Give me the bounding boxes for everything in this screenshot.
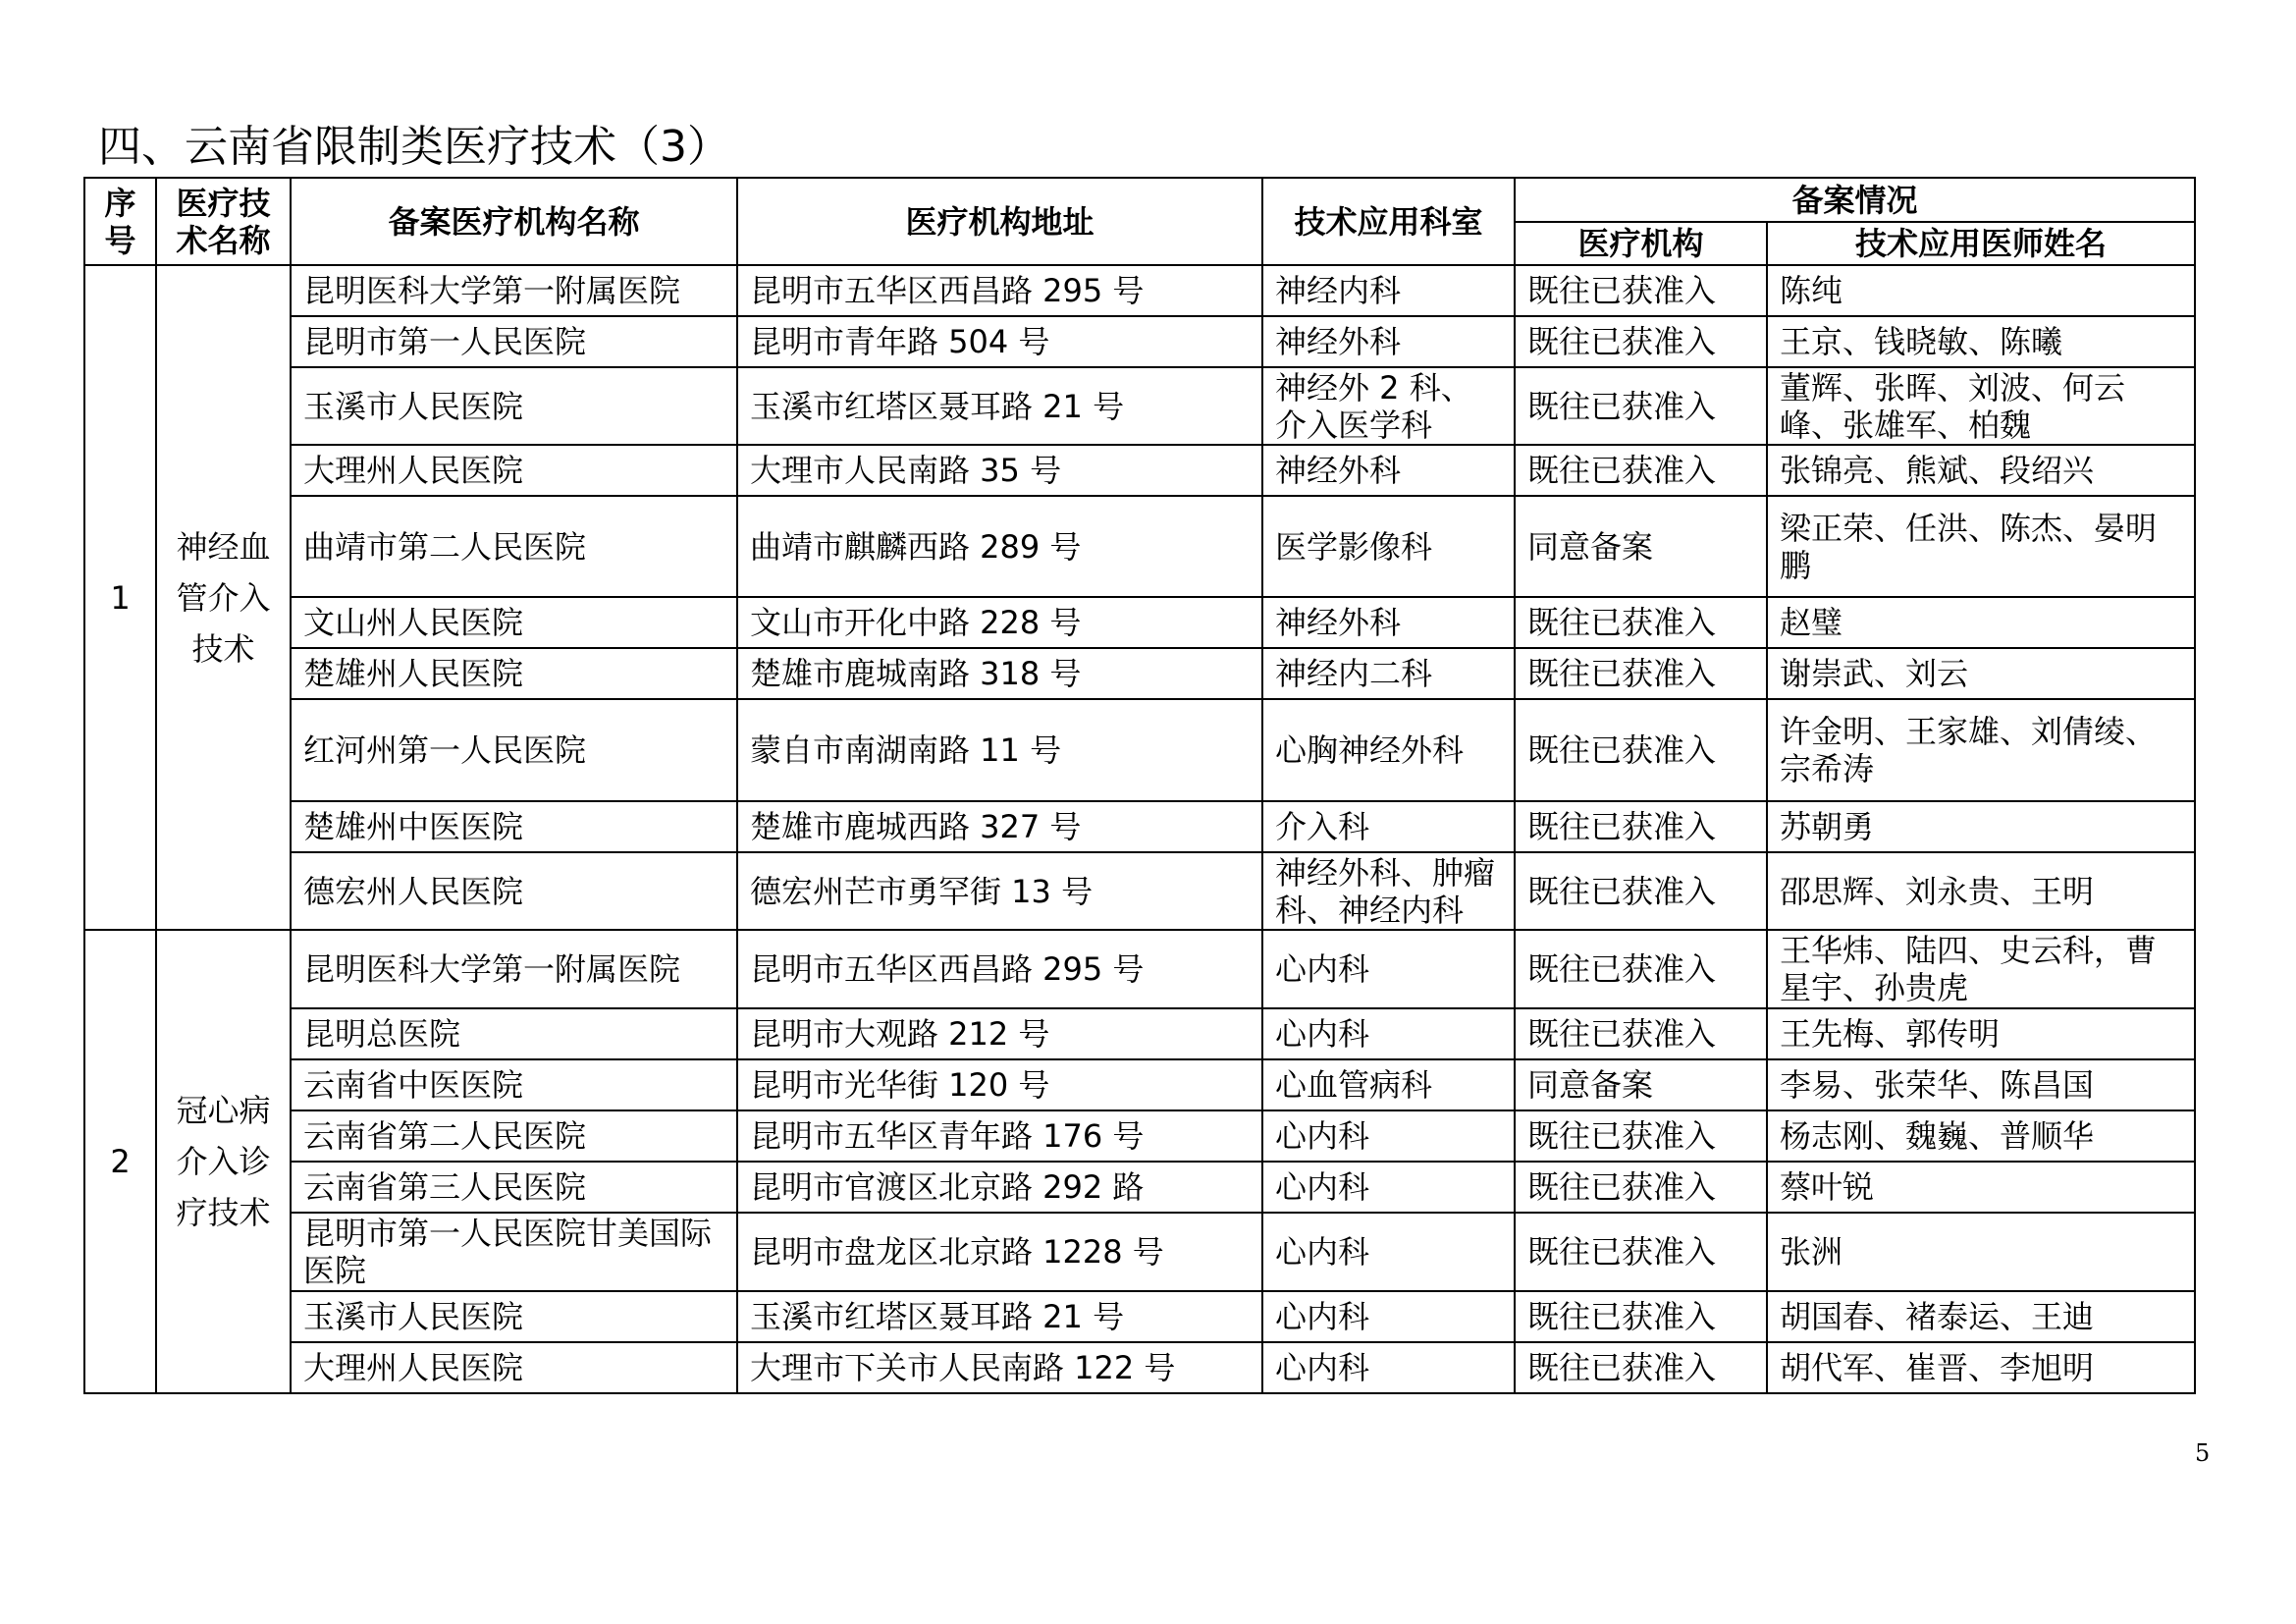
address-cell: 德宏州芒市勇罕街 13 号 [737,852,1262,930]
institution-cell: 楚雄州人民医院 [291,648,737,699]
department-cell: 心内科 [1262,1008,1515,1059]
institution-cell: 昆明医科大学第一附属医院 [291,265,737,316]
address-cell: 楚雄市鹿城南路 318 号 [737,648,1262,699]
filing-status-cell: 既往已获准入 [1515,1110,1767,1162]
table-row [84,316,2195,367]
institution-cell: 楚雄州中医医院 [291,801,737,852]
page-title: 四、云南省限制类医疗技术（3） [98,122,730,172]
department-cell: 心内科 [1262,1110,1515,1162]
address-cell: 玉溪市红塔区聂耳路 21 号 [737,1291,1262,1342]
filing-status-cell: 同意备案 [1515,1059,1767,1110]
table-row [84,1059,2195,1110]
filing-status-cell: 既往已获准入 [1515,801,1767,852]
department-cell: 神经外科 [1262,316,1515,367]
seq-cell: 2 [84,930,156,1393]
page-number: 5 [2195,1439,2211,1467]
department-cell: 神经外 2 科、介入医学科 [1262,367,1515,445]
filing-status-cell: 既往已获准入 [1515,852,1767,930]
doctors-cell: 赵璧 [1767,597,2195,648]
doctors-cell: 杨志刚、魏巍、普顺华 [1767,1110,2195,1162]
department-cell: 心血管病科 [1262,1059,1515,1110]
department-cell: 神经外科、肿瘤科、神经内科 [1262,852,1515,930]
table-row [84,1162,2195,1213]
institution-cell: 昆明市第一人民医院甘美国际医院 [291,1213,737,1291]
department-cell: 心内科 [1262,1291,1515,1342]
department-cell: 心胸神经外科 [1262,699,1515,801]
filing-status-cell: 既往已获准入 [1515,648,1767,699]
filing-status-cell: 既往已获准入 [1515,265,1767,316]
institution-cell: 云南省中医医院 [291,1059,737,1110]
doctors-cell: 蔡叶锐 [1767,1162,2195,1213]
table-row [84,1008,2195,1059]
tech-name-cell: 冠心病介入诊疗技术 [156,930,291,1393]
table-row [84,597,2195,648]
filing-status-cell: 既往已获准入 [1515,597,1767,648]
doctors-cell: 苏朝勇 [1767,801,2195,852]
table-row [84,496,2195,597]
doctors-cell: 张锦亮、熊斌、段绍兴 [1767,445,2195,496]
filing-status-cell: 同意备案 [1515,496,1767,597]
address-cell: 曲靖市麒麟西路 289 号 [737,496,1262,597]
address-cell: 昆明市五华区青年路 176 号 [737,1110,1262,1162]
doctors-cell: 王先梅、郭传明 [1767,1008,2195,1059]
table-body [84,265,2195,1393]
address-cell: 蒙自市南湖南路 11 号 [737,699,1262,801]
filing-status-cell: 既往已获准入 [1515,367,1767,445]
institution-cell: 红河州第一人民医院 [291,699,737,801]
doctors-cell: 张洲 [1767,1213,2195,1291]
department-cell: 神经外科 [1262,445,1515,496]
doctors-cell: 陈纯 [1767,265,2195,316]
address-cell: 昆明市官渡区北京路 292 路 [737,1162,1262,1213]
department-cell: 医学影像科 [1262,496,1515,597]
department-cell: 心内科 [1262,930,1515,1008]
header-doctors: 技术应用医师姓名 [1767,222,2195,265]
table-row [84,367,2195,445]
header-seq: 序号 [84,178,156,265]
doctors-cell: 胡国春、褚泰运、王迪 [1767,1291,2195,1342]
department-cell: 心内科 [1262,1342,1515,1393]
doctors-cell: 许金明、王家雄、刘倩绫、宗希涛 [1767,699,2195,801]
institution-cell: 大理州人民医院 [291,445,737,496]
address-cell: 昆明市盘龙区北京路 1228 号 [737,1213,1262,1291]
address-cell: 昆明市青年路 504 号 [737,316,1262,367]
table-row [84,265,2195,316]
address-cell: 文山市开化中路 228 号 [737,597,1262,648]
seq-cell: 1 [84,265,156,930]
header-tech-name: 医疗技术名称 [156,178,291,265]
table-row [84,1342,2195,1393]
doctors-cell: 谢崇武、刘云 [1767,648,2195,699]
filing-status-cell: 既往已获准入 [1515,1162,1767,1213]
address-cell: 玉溪市红塔区聂耳路 21 号 [737,367,1262,445]
department-cell: 神经外科 [1262,597,1515,648]
doctors-cell: 邵思辉、刘永贵、王明 [1767,852,2195,930]
header-filing-institution: 医疗机构 [1515,222,1767,265]
header-department: 技术应用科室 [1262,178,1515,265]
filing-status-cell: 既往已获准入 [1515,316,1767,367]
header-address: 医疗机构地址 [737,178,1262,265]
institution-cell: 昆明市第一人民医院 [291,316,737,367]
address-cell: 大理市下关市人民南路 122 号 [737,1342,1262,1393]
filing-status-cell: 既往已获准入 [1515,1342,1767,1393]
filing-status-cell: 既往已获准入 [1515,1008,1767,1059]
institution-cell: 昆明总医院 [291,1008,737,1059]
doctors-cell: 董辉、张晖、刘波、何云峰、张雄军、柏魏 [1767,367,2195,445]
table-row [84,852,2195,930]
institution-cell: 云南省第二人民医院 [291,1110,737,1162]
address-cell: 昆明市大观路 212 号 [737,1008,1262,1059]
table-row [84,1213,2195,1291]
department-cell: 心内科 [1262,1213,1515,1291]
filing-status-cell: 既往已获准入 [1515,445,1767,496]
address-cell: 昆明市光华街 120 号 [737,1059,1262,1110]
doctors-cell: 胡代军、崔晋、李旭明 [1767,1342,2195,1393]
filing-status-cell: 既往已获准入 [1515,930,1767,1008]
institution-cell: 云南省第三人民医院 [291,1162,737,1213]
tech-name-cell: 神经血管介入技术 [156,265,291,930]
department-cell: 神经内科 [1262,265,1515,316]
doctors-cell: 梁正荣、任洪、陈杰、晏明鹏 [1767,496,2195,597]
filing-status-cell: 既往已获准入 [1515,699,1767,801]
filing-status-cell: 既往已获准入 [1515,1213,1767,1291]
institution-cell: 玉溪市人民医院 [291,367,737,445]
header-filing: 备案情况 [1515,178,2195,222]
table-row [84,1291,2195,1342]
institution-cell: 德宏州人民医院 [291,852,737,930]
institution-cell: 文山州人民医院 [291,597,737,648]
filing-table [83,177,2196,1394]
table-row [84,648,2195,699]
address-cell: 昆明市五华区西昌路 295 号 [737,930,1262,1008]
table-header [84,178,2195,265]
doctors-cell: 王华炜、陆四、史云科，曹星宇、孙贵虎 [1767,930,2195,1008]
department-cell: 介入科 [1262,801,1515,852]
department-cell: 神经内二科 [1262,648,1515,699]
table-row [84,801,2195,852]
institution-cell: 玉溪市人民医院 [291,1291,737,1342]
filing-status-cell: 既往已获准入 [1515,1291,1767,1342]
table-row [84,930,2195,1008]
address-cell: 昆明市五华区西昌路 295 号 [737,265,1262,316]
table-row [84,445,2195,496]
doctors-cell: 王京、钱晓敏、陈曦 [1767,316,2195,367]
header-institution: 备案医疗机构名称 [291,178,737,265]
address-cell: 大理市人民南路 35 号 [737,445,1262,496]
doctors-cell: 李易、张荣华、陈昌国 [1767,1059,2195,1110]
institution-cell: 大理州人民医院 [291,1342,737,1393]
table-row [84,699,2195,801]
department-cell: 心内科 [1262,1162,1515,1213]
institution-cell: 曲靖市第二人民医院 [291,496,737,597]
address-cell: 楚雄市鹿城西路 327 号 [737,801,1262,852]
institution-cell: 昆明医科大学第一附属医院 [291,930,737,1008]
table-row [84,1110,2195,1162]
